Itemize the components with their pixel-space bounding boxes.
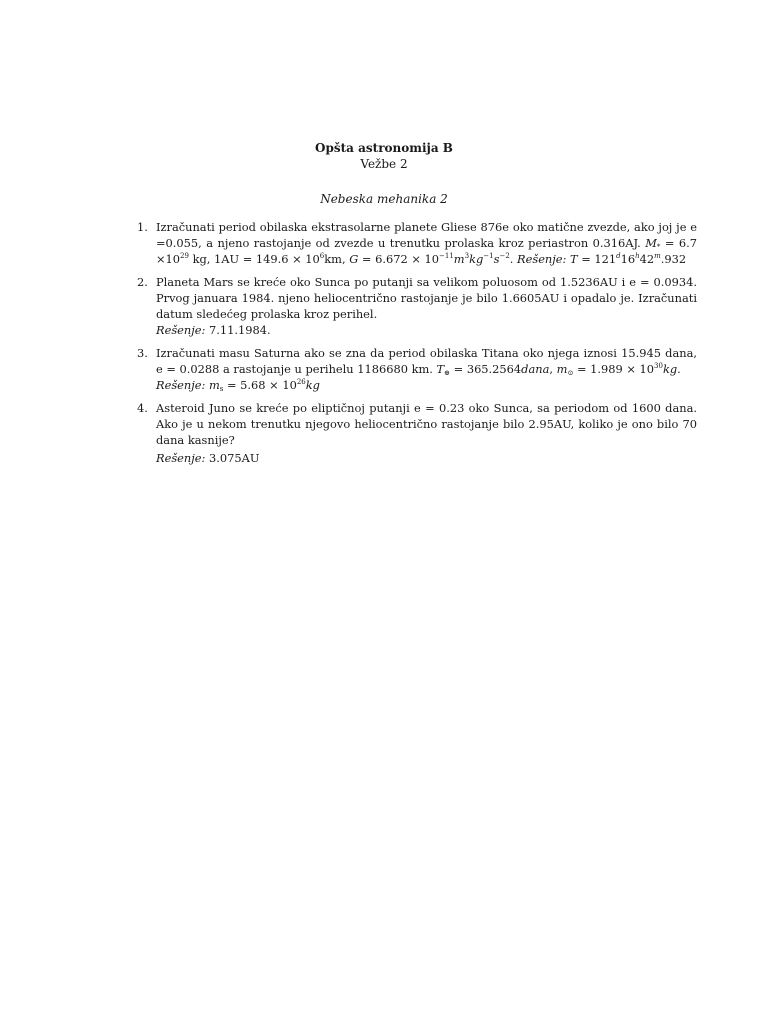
- document-header: [0, 140, 768, 172]
- solution: [156, 450, 697, 466]
- solution-label: Rešenje:: [156, 378, 206, 392]
- problem-body: Izračunati period obilaska ekstrasolarne planete Gliese 876e oko matične zvezde, ako joj je e =0.055, a njeno rastojanje od zvezde u trenutku prolaska kroz periastron 0.316AJ. $M_* = 6.7 \times 10^{29}$ kg, $1AU = 149.6 \times 10^6km$, $G = 6.672 \times 10^{-11}m^3kg^{-1}s^{-2}$. Rešenje: $T = 121^d16^h42^m.932$: [156, 220, 697, 266]
- solution-value: 3.075AU: [208, 451, 260, 465]
- problem-4: [137, 400, 697, 466]
- problem-1: [137, 219, 697, 267]
- problem-number: 1.: [137, 220, 148, 234]
- problem-text: Izračunati period obilaska ekstrasolarne planete Gliese 876e oko matične zvezde, ako joj je e =0.055,: [156, 220, 697, 250]
- problem-text: a njeno rastojanje od zvezde u trenutku prolaska kroz periastron 0.316AJ.: [206, 236, 641, 250]
- problem-number: 2.: [137, 275, 148, 289]
- problem-number: 4.: [137, 401, 148, 415]
- solution-label: Rešenje:: [156, 451, 206, 465]
- document-title: Opšta astronomija B: [315, 141, 453, 155]
- problem-3: [137, 345, 697, 393]
- problem-2: [137, 274, 697, 338]
- problem-text: Planeta Mars se kreće oko Sunca po putanji sa velikom poluosom od 1.5236AU i e = 0.0934. Prvog januara 1984. njeno heliocentrično rastojanje je bilo 1.6605AU i opadalo je. Izračunati datum sledećeg prolaska kroz perihel.: [156, 275, 697, 321]
- problem-body: [156, 274, 697, 338]
- solution-label: Rešenje:: [517, 252, 567, 266]
- section-heading: Nebeska mehanika 2: [320, 192, 448, 206]
- problem-number: 3.: [137, 346, 148, 360]
- solution: [156, 322, 697, 338]
- solution: Rešenje: $m_s = 5.68 \times 10^{26}kg$: [156, 378, 320, 393]
- solution-label: Rešenje:: [156, 323, 206, 337]
- problem-list: [137, 219, 697, 473]
- problem-text: 0.0288 a rastojanje u perihelu 1186680 km.: [179, 362, 433, 376]
- problem-text: Asteroid Juno se kreće po eliptičnoj putanji e = 0.23 oko Sunca, sa periodom od 1600 dana. Ako je u nekom trenutku njegovo heliocentrično rastojanje bilo 2.95AU, koliko je ono bilo 70 dana kasnije?: [156, 401, 697, 447]
- solution-value: 7.11.1984.: [208, 323, 271, 337]
- problem-body: [156, 400, 697, 466]
- document-subtitle: Vežbe 2: [360, 157, 408, 171]
- problem-text: Izračunati masu Saturna ako se zna da period obilaska Titana oko njega iznosi 15.945 dana, e =: [156, 346, 697, 376]
- problem-body: Izračunati masu Saturna ako se zna da period obilaska Titana oko njega iznosi 15.945 dana, e = 0.0288 a rastojanje u perihelu 1186680 km. $T_\oplus$ = 365.2564dana, $m_⊙ = 1.989 \times 10^{30}kg$. Rešenje: $m_s = 5.68 \times 10^{26}kg$: [156, 346, 697, 393]
